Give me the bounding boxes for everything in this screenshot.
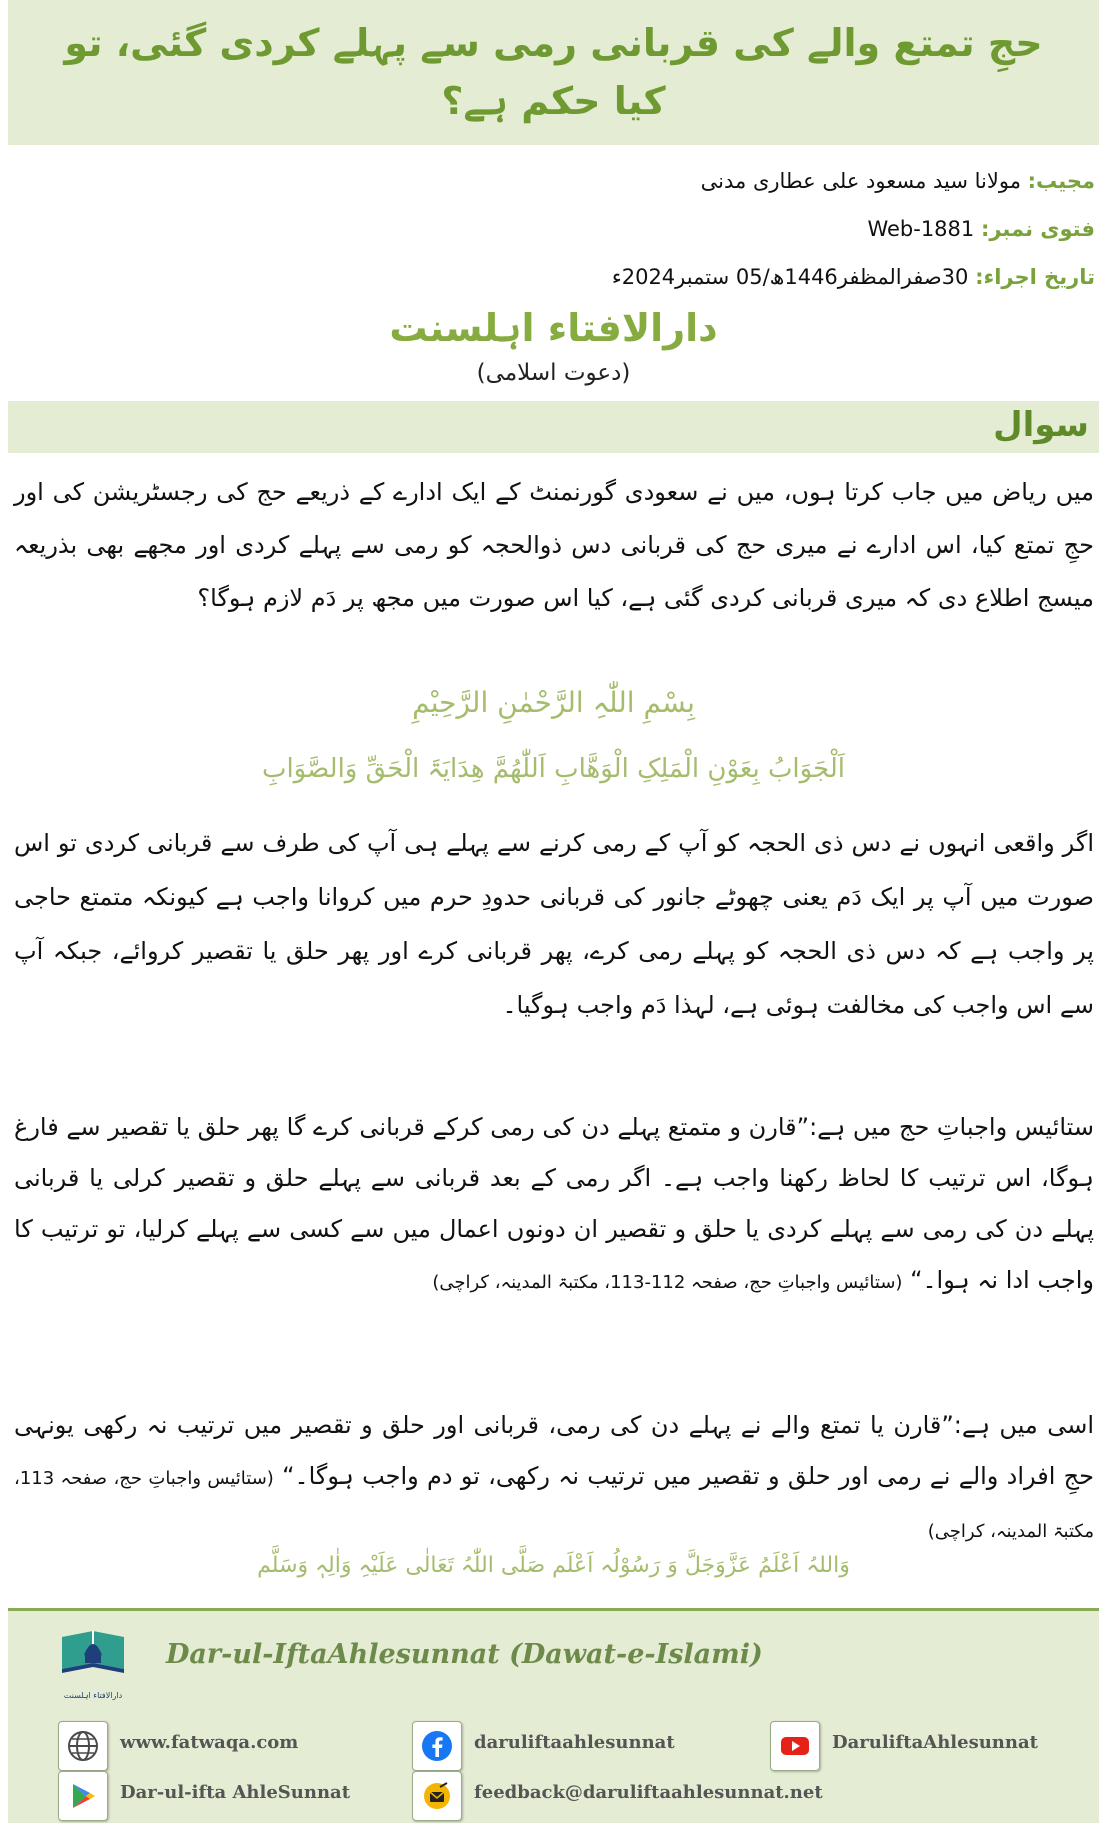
reference-citation: (ستائیس واجباتِ حج، صفحہ 113، مکتبۃ المدینہ، کراچی) [14,1468,1094,1542]
answer-paragraph-2 [14,1102,1094,1308]
issue-date-line [612,262,1095,292]
organization-subtitle: (دعوت اسلامی) [476,360,631,386]
website-link[interactable]: www.fatwaqa.com [120,1732,299,1753]
question-heading: سوال [993,405,1089,445]
footer [8,1608,1099,1823]
organization-name: دارالافتاء اہلسنت [389,306,718,350]
youtube-icon [770,1721,820,1771]
answer-opening: اَلْجَوَابُ بِعَوْنِ الْمَلِکِ الْوَھَّابِ اَللّٰھُمَّ ھِدَایَۃَ الْحَقِّ وَالصَّوَابِ [261,754,846,784]
darul-ifta-logo [54,1621,132,1700]
mujeeb-line [701,166,1095,196]
question-text: میں ریاض میں جاب کرتا ہوں، میں نے سعودی گورنمنٹ کے ایک ادارے کے ذریعے حج کی رجسٹریشن کی اور حجِ تمتع کیا، اس ادارے نے میری حج کی قربانی دس ذوالحجہ کو رمی سے پہلے کردی اور مجھے بھی بذریعہ میسج اطلاع دی کہ میری قربانی کردی گئی ہے، کیا اس صورت میں مجھ پر دَم لازم ہوگا؟ [14,478,1094,612]
fatwa-number-label: فتوی نمبر: [980,217,1095,241]
globe-icon [58,1721,108,1771]
feedback-email-link[interactable]: feedback@daruliftaahlesunnat.net [474,1782,823,1803]
app-link[interactable]: Dar-ul-ifta AhleSunnat [120,1782,351,1803]
youtube-link[interactable]: DaruliftaAhlesunnat [832,1732,1038,1753]
play-store-icon [58,1771,108,1821]
feedback-icon [412,1771,462,1821]
answer-paragraph-3 [14,1400,1094,1557]
facebook-icon [412,1721,462,1771]
fatwa-number-line [867,214,1095,244]
logo-caption: دارالافتاء اہلسنت [63,1691,123,1700]
title-banner [8,0,1099,145]
brand-name: Dar-ul-IftaAhlesunnat (Dawat-e-Islami) [166,1639,763,1670]
issue-date-label: تاریخ اجراء: [975,265,1095,289]
closing-phrase: وَاللہُ اَعْلَمُ عَزَّوَجَلَّ وَ رَسُوْلُہ اَعْلَم صَلَّی اللّٰہُ تَعَالٰی عَلَیْہِ وَاٰلِہٖ وَسَلَّم [257,1553,850,1578]
answer-paragraph-1: اگر واقعی انہوں نے دس ذی الحجہ کو آپ کے رمی کرنے سے پہلے ہی آپ کی طرف سے قربانی کردی تو اس صورت میں آپ پر ایک دَم یعنی چھوٹے جانور کی قربانی حدودِ حرم میں کروانا واجب ہے کیونکہ متمتع حاجی پر واجب ہے کہ دس ذی الحجہ کو پہلے رمی کرے، پھر قربانی کرے اور پھر حلق یا تقصیر کروائے، جبکہ آپ سے اس واجب کی مخالفت ہوئی ہے، لہذا دَم واجب ہوگیا۔ [14,829,1094,1019]
issue-date-value: 30صفرالمظفر1446ھ/05 ستمبر2024ء [611,265,969,289]
fatwa-number-value: Web-1881 [867,217,975,241]
fatwa-title: حجِ تمتع والے کی قربانی رمی سے پہلے کردی گئی، تو کیا حکم ہے؟ [64,21,1043,123]
reference-citation: (ستائیس واجباتِ حج، صفحہ 112-113، مکتبۃ المدینہ، کراچی) [432,1272,903,1293]
mujeeb-label: مجیب: [1027,169,1095,193]
bismillah: بِسْمِ اللّٰہِ الرَّحْمٰنِ الرَّحِیْمِ [412,686,695,719]
facebook-link[interactable]: daruliftaahlesunnat [474,1732,675,1753]
quote-text: ستائیس واجباتِ حج میں ہے:”قارن و متمتع پہلے دن کی رمی کرکے قربانی کرے گا پھر حلق یا تقصیر سے فارغ ہوگا، اس ترتیب کا لحاظ رکھنا واجب ہے۔ اگر رمی کے بعد قربانی سے پہلے حلق و تقصیر کرلی یا قربانی پہلے دن کی رمی سے پہلے کردی یا حلق و تقصیر ان دونوں اعمال میں سے کسی سے پہلے کرلیا، تو ترتیب کا واجب ادا نہ ہوا۔“ [14,1113,1094,1294]
book-logo-icon [54,1621,132,1695]
quote-text: اسی میں ہے:”قارن یا تمتع والے نے پہلے دن کی رمی، قربانی اور حلق و تقصیر میں ترتیب نہ رکھی یونہی حجِ افراد والے نے رمی اور حلق و تقصیر میں ترتیب نہ رکھی، تو دم واجب ہوگا۔“ [14,1411,1094,1490]
question-heading-bar [8,401,1099,453]
mujeeb-value: مولانا سید مسعود علی عطاری مدنی [700,169,1021,193]
